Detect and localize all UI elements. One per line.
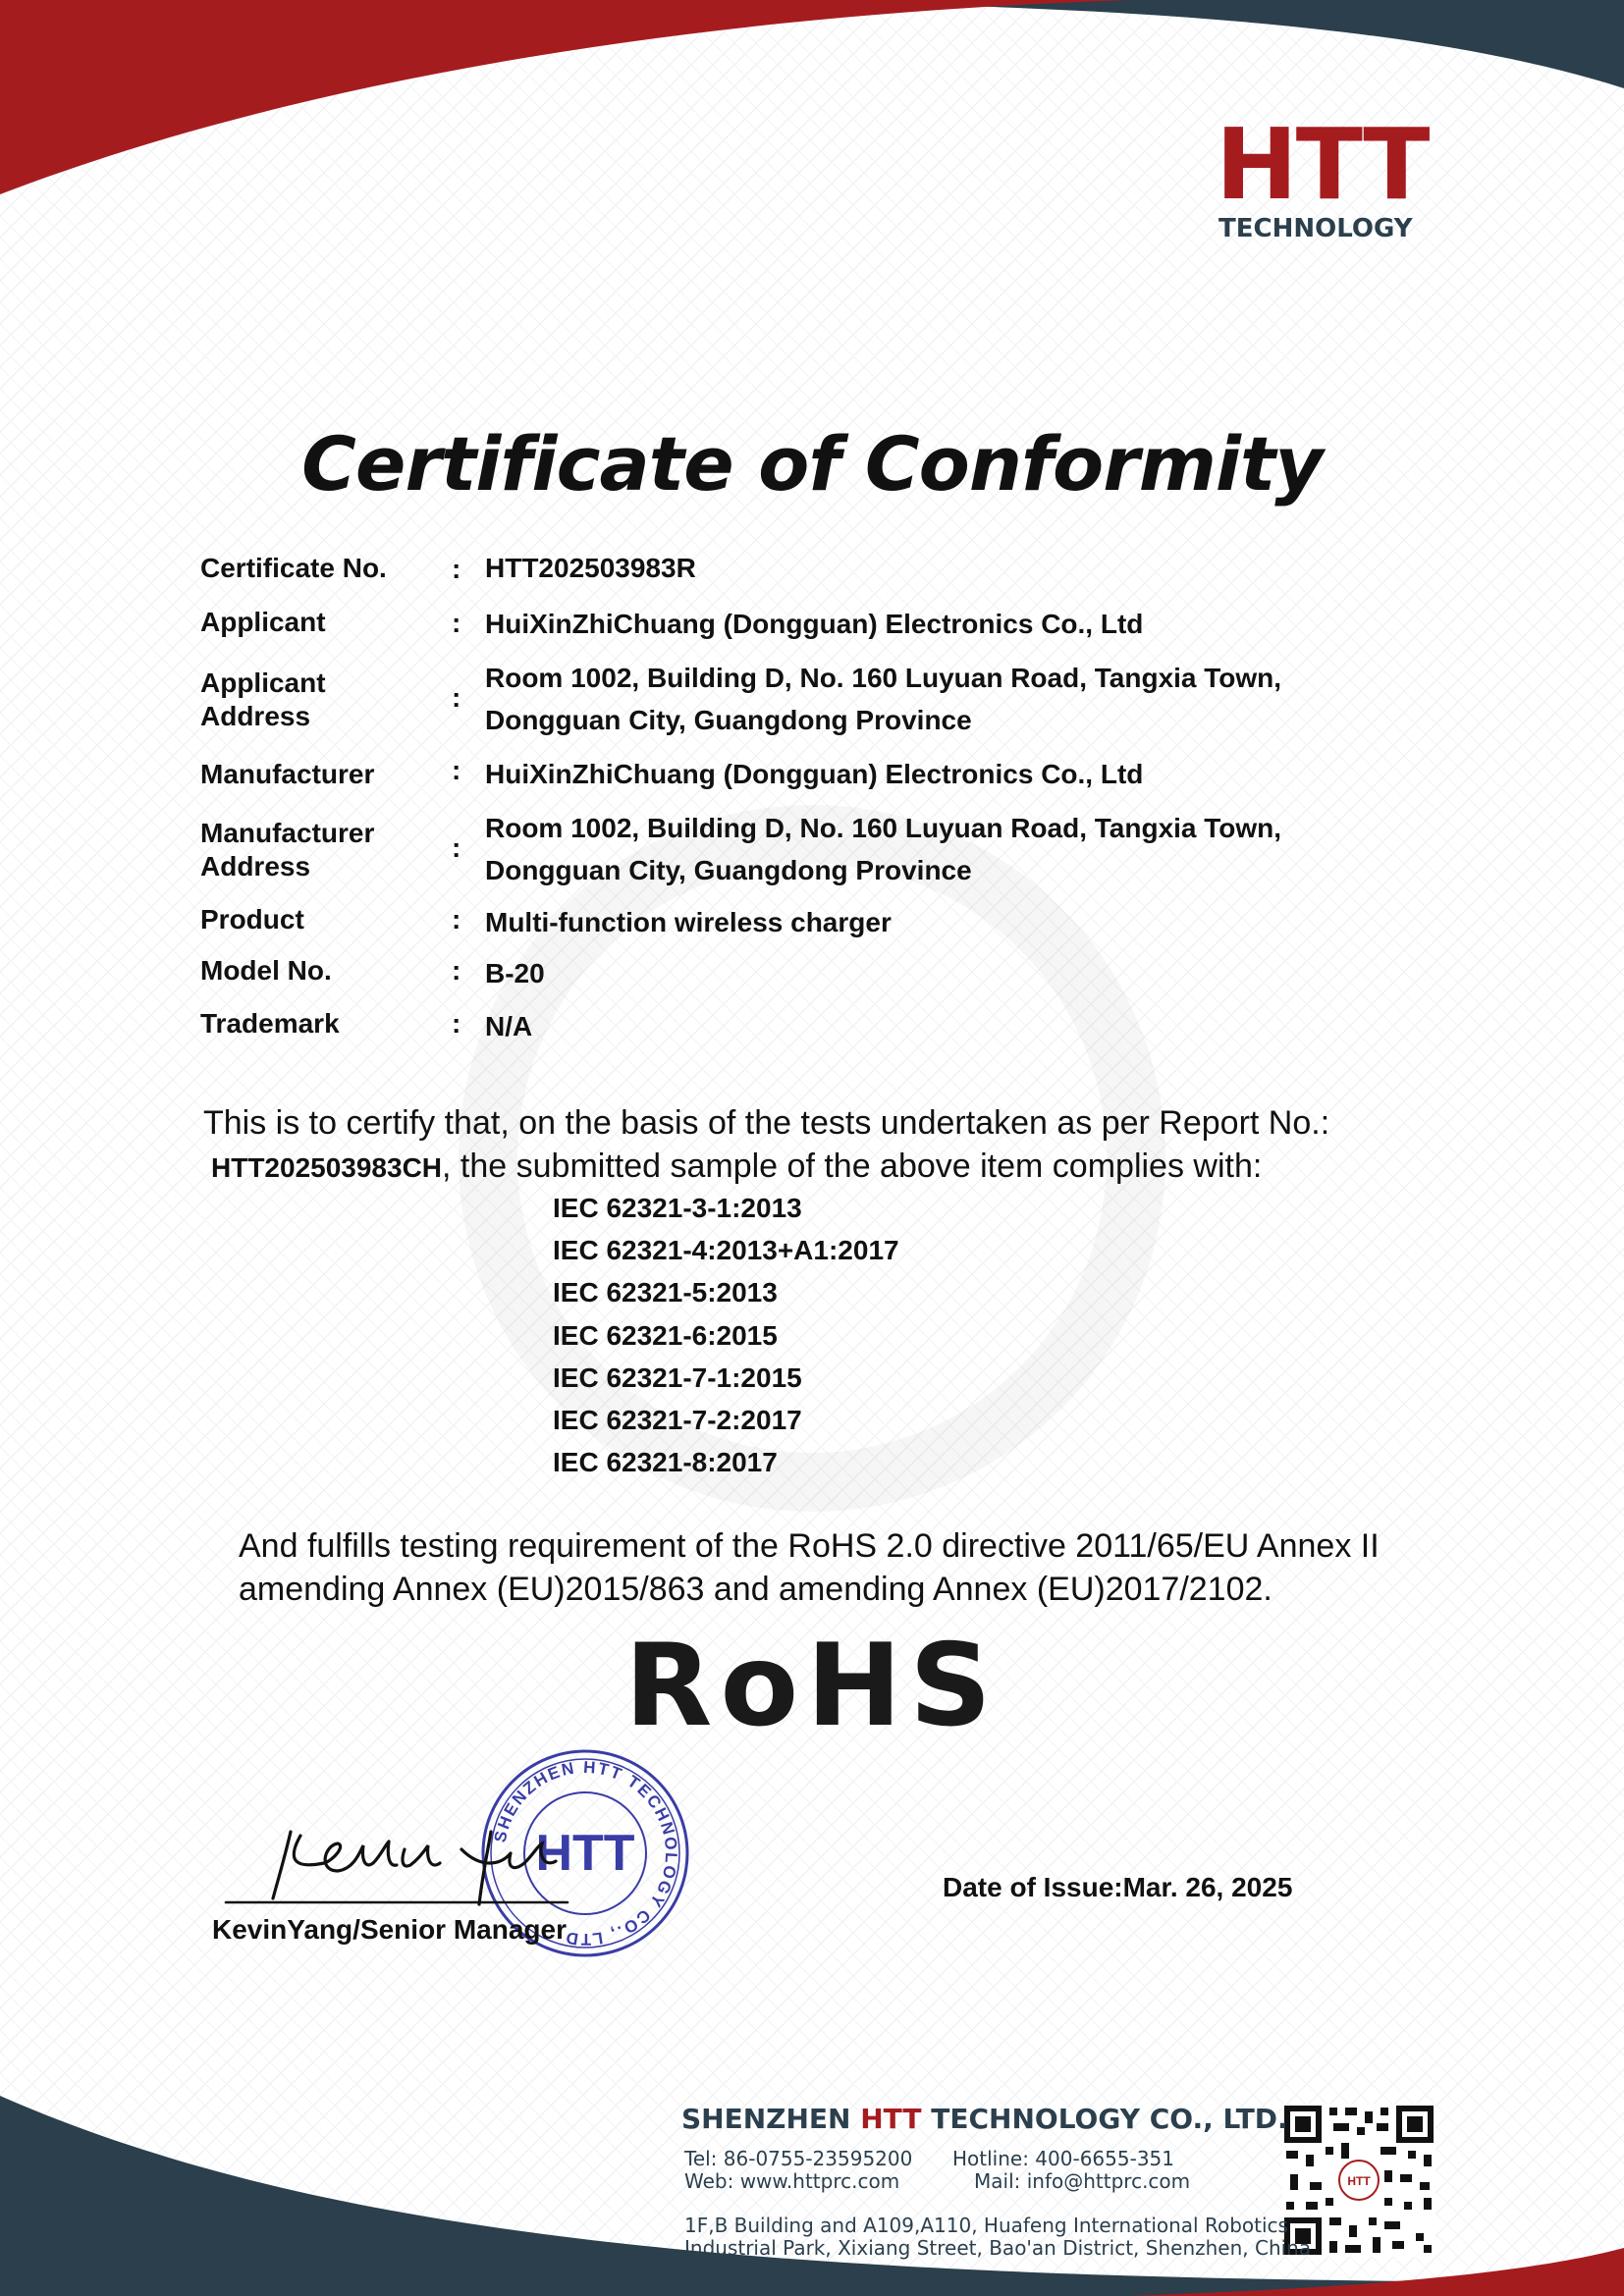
rohs-statement-line-1: And fulfills testing requirement of the RoHS 2.0 directive 2011/65/EU Annex II — [239, 1527, 1380, 1565]
standard-item: IEC 62321-8:2017 — [553, 1447, 778, 1477]
svg-text:SHENZHEN HTT TECHNOLOGY CO., L: SHENZHEN HTT TECHNOLOGY CO., LTD — [490, 1757, 681, 1949]
statement-line-2 — [211, 1145, 1488, 1190]
field-label-product: Product — [200, 904, 304, 934]
company-brand: HTT — [860, 2103, 922, 2135]
field-colon: : — [452, 755, 461, 785]
field-value-manufacturer: HuiXinZhiChuang (Dongguan) Electronics Co., Ltd — [485, 759, 1144, 789]
field-value-manufacturer-address: Room 1002, Building D, No. 160 Luyuan Road, Tangxia Town, Dongguan City, Guangdong Province — [485, 813, 1282, 885]
field-value-applicant: HuiXinZhiChuang (Dongguan) Electronics Co., Ltd — [485, 609, 1144, 639]
field-value-product: Multi-function wireless charger — [485, 907, 892, 937]
field-colon: : — [452, 554, 461, 584]
date-of-issue: Date of Issue:Mar. 26, 2025 — [943, 1872, 1293, 1902]
footer-hotline: Hotline: 400-6655-351 — [952, 2147, 1174, 2170]
field-colon: : — [452, 955, 461, 986]
field-label-trademark: Trademark — [200, 1008, 340, 1039]
field-value-trademark: N/A — [485, 1011, 533, 1041]
svg-text:HTT: HTT — [535, 1825, 635, 1882]
brand-logo: HTT — [1216, 107, 1429, 222]
field-label-model-no: Model No. — [200, 955, 332, 986]
standard-item: IEC 62321-7-1:2015 — [553, 1362, 802, 1393]
qr-code — [1282, 2104, 1435, 2257]
footer-address-line-1: 1F,B Building and A109,A110, Huafeng International Robotics — [684, 2214, 1288, 2237]
field-colon: : — [452, 1008, 461, 1039]
rohs-mark: RoHS — [624, 1620, 1000, 1752]
statement-line-2-text: , the submitted sample of the above item complies with: — [442, 1148, 1263, 1185]
footer-mail: Mail: info@httprc.com — [974, 2169, 1191, 2193]
field-label-certificate-no: Certificate No. — [200, 553, 387, 583]
statement-line-1: This is to certify that, on the basis of the tests undertaken as per Report No.: — [203, 1104, 1330, 1142]
signer-name: KevinYang/Senior Manager — [212, 1914, 567, 1945]
footer-tel: Tel: 86-0755-23595200 — [684, 2147, 913, 2170]
certificate-title: Certificate of Conformity — [301, 420, 1323, 507]
footer-company-name — [681, 2103, 1288, 2135]
field-label-applicant: Applicant — [200, 607, 326, 637]
standard-item: IEC 62321-7-2:2017 — [553, 1405, 802, 1435]
field-label-applicant-address: Applicant Address — [200, 667, 326, 731]
svg-text:HTT: HTT — [1347, 2174, 1371, 2188]
field-value-certificate-no: HTT202503983R — [485, 553, 696, 583]
field-colon: : — [452, 904, 461, 934]
report-number: HTT202503983CH — [211, 1152, 443, 1183]
rohs-statement-line-2: amending Annex (EU)2015/863 and amending Annex (EU)2017/2102. — [239, 1571, 1272, 1608]
brand-logo-subtitle: TECHNOLOGY — [1218, 214, 1413, 243]
field-colon: : — [452, 832, 461, 863]
company-prefix: SHENZHEN — [681, 2103, 861, 2135]
field-colon: : — [452, 608, 461, 638]
field-value-applicant-address: Room 1002, Building D, No. 160 Luyuan Road, Tangxia Town, Dongguan City, Guangdong Province — [485, 663, 1282, 735]
field-label-manufacturer: Manufacturer — [200, 759, 375, 789]
standard-item: IEC 62321-5:2013 — [553, 1277, 778, 1308]
standard-item: IEC 62321-4:2013+A1:2017 — [553, 1235, 899, 1265]
company-suffix: TECHNOLOGY CO., LTD. — [921, 2103, 1288, 2135]
standard-item: IEC 62321-3-1:2013 — [553, 1193, 802, 1223]
field-colon: : — [452, 682, 461, 713]
standard-item: IEC 62321-6:2015 — [553, 1320, 778, 1351]
footer-address-line-2: Industrial Park, Xixiang Street, Bao'an District, Shenzhen, China — [684, 2236, 1312, 2260]
footer-web: Web: www.httprc.com — [684, 2169, 900, 2193]
field-value-model-no: B-20 — [485, 958, 545, 988]
field-label-manufacturer-address: Manufacturer Address — [200, 818, 375, 881]
